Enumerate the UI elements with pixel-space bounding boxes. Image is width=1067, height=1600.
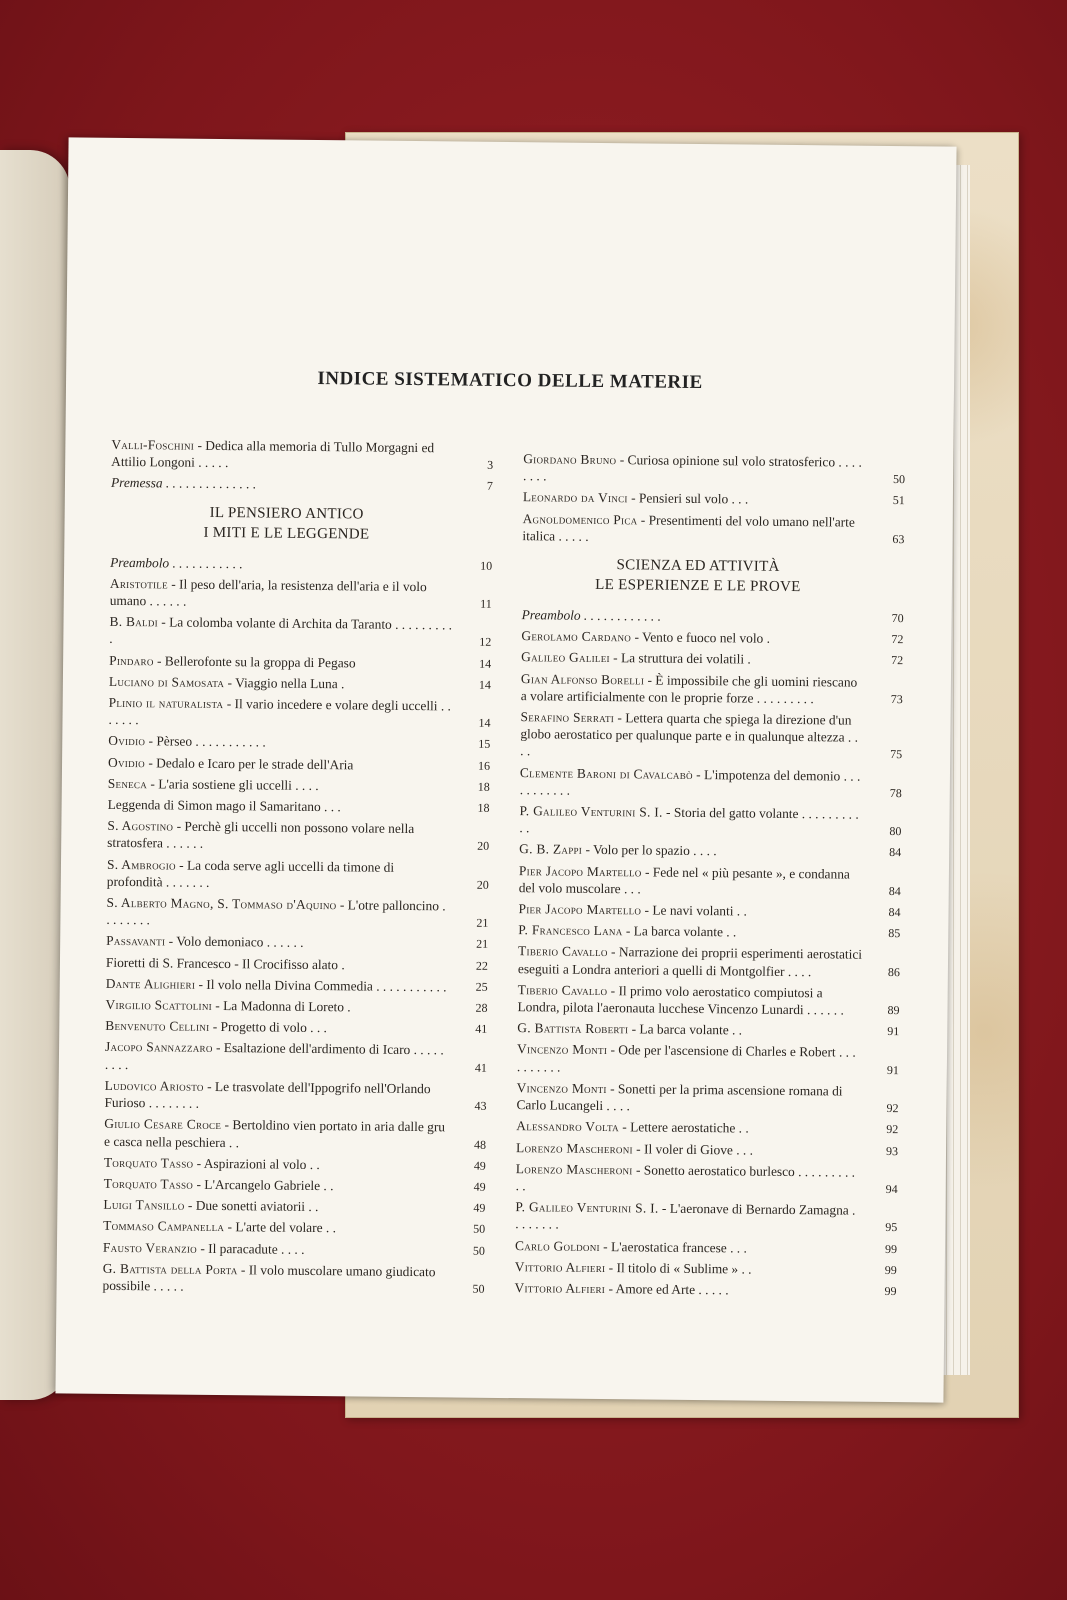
entry-page-number: 22 (475, 958, 489, 973)
entry-text (108, 796, 452, 817)
index-entry (109, 651, 491, 672)
index-entry (109, 673, 491, 694)
entry-author: Torquato Tasso (103, 1175, 194, 1192)
entry-author: Leonardo da Vinci (522, 489, 628, 506)
left-heading-line-1: IL PENSIERO ANTICO (209, 504, 364, 523)
index-entry (103, 1238, 485, 1259)
entry-title: - È impossibile che gli uomini riescano a volare artificialmente con le proprie forze . . . . . . . . . (520, 672, 858, 707)
entry-author: Giulio Cesare Croce (104, 1116, 222, 1133)
entry-title: - Narrazione dei proprii esperimenti aerostatici eseguiti a Londra anteriori a quelli di Montgolfier . . . . (517, 944, 863, 979)
entry-text (104, 1154, 448, 1175)
entry-page-number: 7 (486, 479, 494, 494)
entry-page-number: 99 (884, 1262, 897, 1277)
entry-title: - Aspirazioni al volo . . (193, 1155, 320, 1172)
entry-title: - Storia del gatto volante . . . . . . . . . . . (519, 804, 859, 836)
entry-text (519, 841, 863, 862)
index-entry (523, 489, 905, 510)
index-entry (519, 841, 901, 862)
entry-page-number: 43 (474, 1098, 487, 1113)
entry-author: Ovidio (108, 733, 146, 749)
index-entry (515, 1198, 897, 1236)
entry-page-number: 48 (474, 1137, 487, 1152)
entry-text (108, 694, 452, 732)
entry-text (523, 450, 867, 488)
entry-text (108, 732, 452, 753)
entry-text (110, 553, 454, 574)
entry-author: Alessandro Volta (516, 1118, 620, 1135)
entry-title: - Le navi volanti . . (641, 902, 747, 919)
page-title: INDICE SISTEMATICO DELLE MATERIE (317, 368, 703, 394)
entry-page-number: 72 (891, 653, 904, 668)
entry-title: - La coda serve agli uccelli da timone di profondità . . . . . . . (106, 857, 395, 890)
entry-author: Vittorio Alfieri (514, 1258, 606, 1275)
index-entry (517, 1019, 899, 1040)
entry-page-number: 50 (892, 472, 906, 487)
entry-page-number: 28 (475, 1000, 488, 1015)
index-entry (105, 1017, 487, 1038)
entry-text (520, 764, 864, 802)
entry-text (515, 1258, 859, 1279)
entry-title: Preambolo . . . . . . . . . . . (110, 554, 243, 571)
entry-text (106, 975, 450, 996)
index-entry (523, 450, 905, 488)
entry-text (106, 894, 450, 932)
entry-author: Lorenzo Mascheroni (515, 1160, 633, 1178)
entry-page-number: 72 (891, 632, 904, 647)
index-entry (106, 894, 488, 932)
index-entry (522, 606, 904, 627)
entry-author: Tiberio Cavallo (517, 982, 608, 998)
entry-text (517, 981, 861, 1019)
left-intro-list (111, 436, 494, 496)
index-entry (108, 694, 490, 732)
left-section-heading (110, 501, 492, 545)
entry-author: S. Alberto Magno, S. Tommaso d'Aquino (106, 894, 337, 913)
entry-title: - Ode per l'ascensione di Charles e Robert . . . . . . . . . . (516, 1042, 856, 1075)
entry-text (518, 900, 862, 921)
entry-page-number: 95 (885, 1220, 898, 1235)
index-entry (108, 753, 490, 774)
entry-page-number: 41 (475, 1021, 488, 1037)
index-entry (111, 474, 493, 495)
entry-text (517, 1019, 861, 1040)
entry-text (111, 436, 455, 474)
entry-title: - Amore ed Arte . . . . . (605, 1280, 729, 1298)
entry-text (106, 953, 450, 974)
entry-text (519, 862, 863, 900)
left-heading-line-2: I MITI E LE LEGGENDE (203, 524, 370, 543)
entry-text (521, 627, 865, 648)
index-entry (516, 1117, 898, 1138)
entry-page-number: 20 (477, 839, 490, 854)
entry-author: Vittorio Alfieri (514, 1280, 606, 1296)
entry-text (515, 1198, 859, 1236)
entry-title: - Vento e fuoco nel volo . (631, 629, 771, 646)
entry-page-number: 99 (884, 1283, 897, 1299)
entry-page-number: 73 (890, 691, 903, 706)
entry-text (111, 474, 455, 495)
entry-page-number: 16 (477, 758, 491, 773)
entry-page-number: 93 (885, 1143, 899, 1158)
entry-author: Luciano di Samosata (108, 673, 225, 690)
left-entry-list (102, 553, 492, 1297)
entry-text (105, 1017, 449, 1038)
entry-text (522, 510, 866, 548)
entry-title: - La colomba volante di Archita da Taranto . . . . . . . . . . (109, 614, 453, 647)
index-entry (103, 1217, 485, 1238)
right-entry-list (514, 606, 903, 1300)
entry-title: - La Madonna di Loreto . (211, 998, 351, 1015)
entry-author: Valli-Foschini (111, 436, 195, 453)
entry-title: - Fede nel « più pesante », e condanna del volo muscolare . . . (518, 864, 850, 897)
right-section-heading (522, 554, 904, 598)
entry-author: S. Ambrogio (106, 856, 176, 873)
entry-text (104, 1115, 448, 1153)
entry-title: - L'aerostatica francese . . . (599, 1238, 747, 1256)
entry-text (518, 921, 862, 942)
index-entry (521, 649, 903, 670)
entry-title: - Il titolo di « Sublime » . . (605, 1259, 752, 1277)
entry-page-number: 84 (888, 883, 901, 898)
index-entry (106, 953, 488, 974)
index-entry (518, 900, 900, 921)
entry-title: - Pensieri sul volo . . . (627, 490, 749, 507)
entry-page-number: 12 (479, 635, 492, 650)
entry-author: P. Galileo Venturini S. I. (515, 1199, 659, 1216)
entry-page-number: 92 (886, 1122, 899, 1137)
index-entry (514, 1279, 896, 1300)
entry-author: Seneca (107, 775, 148, 792)
entry-title: - Progetto di volo . . . (209, 1019, 328, 1036)
entry-text (519, 802, 863, 840)
entry-title: - Curiosa opinione sul volo stratosferico . . . . . . . . (523, 452, 862, 484)
index-entry (108, 775, 490, 796)
entry-author: Vincenzo Monti (516, 1080, 607, 1096)
entry-title: - Il volo nella Divina Commedia . . . . . . . . . . . (195, 976, 447, 995)
entry-author: P. Francesco Lana (518, 922, 623, 939)
entry-author: Luigi Tansillo (103, 1196, 185, 1213)
entry-author: Ovidio (107, 754, 146, 770)
entry-title: Preambolo . . . . . . . . . . . . (521, 607, 662, 624)
index-entry (105, 1038, 487, 1076)
entry-page-number: 11 (480, 596, 492, 611)
entry-author: Vincenzo Monti (516, 1041, 608, 1058)
entry-text (521, 670, 865, 708)
entry-author: Gerolamo Cardano (521, 628, 632, 645)
entry-page-number: 80 (889, 824, 902, 839)
entry-title: - La barca volante . . (622, 923, 737, 940)
entry-author: Galileo Galilei (521, 649, 610, 666)
entry-author: Ludovico Ariosto (104, 1077, 204, 1094)
entry-page-number: 84 (889, 845, 902, 860)
entry-page-number: 70 (891, 611, 904, 626)
entry-page-number: 89 (887, 1003, 900, 1018)
index-entry (519, 862, 901, 900)
index-entry (516, 1160, 898, 1198)
index-entry (519, 802, 901, 840)
right-heading-line-2: LE ESPERIENZE E LE PROVE (595, 576, 801, 596)
entry-page-number: 86 (887, 964, 900, 979)
index-entry (104, 1175, 486, 1196)
entry-title: - Pèrseo . . . . . . . . . . . (145, 733, 266, 750)
entry-author: Fausto Veranzio (102, 1239, 198, 1256)
entry-page-number: 78 (889, 785, 902, 800)
entry-title: - Lettere aerostatiche . . (618, 1119, 749, 1136)
entry-author: G. B. Zappi (519, 841, 583, 858)
entry-text (104, 1175, 448, 1196)
entry-author: Pier Jacopo Martello (518, 901, 642, 918)
entry-text (108, 753, 452, 774)
entry-author: Giordano Bruno (523, 451, 617, 468)
index-entry (102, 1260, 484, 1298)
entry-title: - Dedica alla memoria di Tullo Morgagni ed Attilio Longoni . . . . . (111, 437, 435, 471)
entry-page-number: 75 (890, 747, 903, 762)
entry-author: Tiberio Cavallo (518, 943, 608, 960)
entry-author: Clemente Baroni di Cavalcabò (519, 764, 693, 782)
entry-title: Premessa . . . . . . . . . . . . . . (110, 475, 257, 492)
entry-page-number: 49 (473, 1179, 486, 1194)
entry-author: Carlo Goldoni (514, 1237, 600, 1254)
entry-title: Fioretti di S. Francesco - Il Crocifisso alato . (105, 954, 345, 972)
entry-author: B. Baldi (109, 614, 159, 630)
entry-title: - Le trasvolate dell'Ippogrifo nell'Orlando Furioso . . . . . . . . (104, 1078, 431, 1111)
entry-text (109, 673, 453, 694)
entry-page-number: 63 (892, 531, 905, 546)
entry-title: - Il peso dell'aria, la resistenza dell'aria e il volo umano . . . . . . (109, 576, 427, 609)
index-entry (521, 627, 903, 648)
index-entry (515, 1237, 897, 1258)
entry-author: S. Agostino (107, 818, 174, 834)
entry-title: - Sonetto aerostatico burlesco . . . . . . . . . . . (515, 1162, 856, 1194)
entry-page-number: 92 (886, 1101, 899, 1116)
entry-author: G. Battista della Porta (102, 1260, 238, 1277)
entry-page-number: 20 (476, 877, 489, 892)
right-column (514, 450, 905, 1304)
entry-text (516, 1160, 860, 1198)
index-entry (105, 996, 487, 1017)
entry-author: Virgilio Scattolini (105, 996, 213, 1014)
entry-title: Leggenda di Simon mago il Samaritano . . . (107, 796, 341, 815)
index-entry (106, 932, 488, 953)
entry-title: - La struttura dei volatili . (609, 650, 751, 667)
entry-author: Gian Alfonso Borelli (520, 670, 645, 688)
entry-author: Benvenuto Cellini (105, 1018, 210, 1035)
entry-page-number: 50 (472, 1281, 485, 1296)
entry-title: - Volo demoniaco . . . . . . (165, 933, 304, 951)
entry-text (103, 1238, 447, 1259)
entry-author: Lorenzo Mascheroni (515, 1139, 633, 1156)
entry-title: - L'aria sostiene gli uccelli . . . . (147, 776, 319, 793)
entry-text (516, 1117, 860, 1138)
entry-title: - Bertoldino vien portato in aria dalle gru e casca nella peschiera . . (104, 1117, 446, 1150)
index-entry (107, 817, 489, 855)
entry-author: Passavanti (106, 933, 166, 949)
entry-page-number: 10 (480, 558, 493, 573)
entry-page-number: 49 (473, 1158, 486, 1173)
index-entry (518, 943, 900, 981)
entry-page-number: 41 (474, 1060, 487, 1075)
entry-title: - Il volo muscolare umano giudicato possibile . . . . . (102, 1261, 436, 1294)
entry-title: - Il voler di Giove . . . (632, 1140, 754, 1158)
index-entry (109, 613, 491, 651)
index-entry (110, 575, 492, 613)
entry-title: - Presentimenti del volo umano nell'arte italica . . . . . (522, 511, 855, 544)
entry-title: - L'arte del volare . . (224, 1219, 337, 1236)
index-entry (515, 1258, 897, 1279)
entry-text (105, 996, 449, 1017)
index-entry (518, 921, 900, 942)
entry-text (523, 489, 867, 510)
entry-author: G. Battista Roberti (517, 1020, 629, 1037)
entry-text (109, 651, 453, 672)
entry-author: Torquato Tasso (103, 1154, 194, 1171)
index-entry (104, 1115, 486, 1153)
entry-author: Plinio il naturalista (108, 694, 224, 712)
entry-text (102, 1260, 446, 1298)
index-entry (517, 981, 899, 1019)
right-heading-line-1: SCIENZA ED ATTIVITÀ (616, 557, 780, 575)
entry-text (107, 817, 451, 855)
index-entry (111, 436, 493, 474)
left-column (102, 436, 493, 1302)
entry-page-number: 50 (472, 1243, 486, 1258)
entry-text (514, 1279, 858, 1300)
index-page (55, 137, 956, 1402)
entry-author: Tommaso Campanella (103, 1218, 225, 1235)
entry-page-number: 84 (888, 905, 901, 920)
index-entry (521, 670, 903, 708)
entry-author: Pindaro (109, 652, 154, 668)
entry-author: Aristotile (109, 575, 169, 592)
index-entry (516, 1139, 898, 1160)
entry-text (103, 1196, 447, 1217)
index-entry (517, 1041, 899, 1079)
entry-author: Dante Alighieri (105, 975, 196, 992)
entry-text (108, 775, 452, 796)
index-entry (106, 975, 488, 996)
entry-author: Pier Jacopo Martello (518, 862, 642, 880)
entry-title: - Perchè gli uccelli non possono volare nella stratosfera . . . . . . (107, 818, 415, 852)
entry-page-number: 51 (892, 493, 905, 508)
entry-author: Jacopo Sannazzaro (105, 1039, 213, 1056)
entry-title: - Viaggio nella Luna . (224, 674, 345, 692)
entry-text (103, 1217, 447, 1238)
entry-title: - L'Arcangelo Gabriele . . (193, 1176, 334, 1194)
entry-title: - Il paracadute . . . . (196, 1240, 305, 1257)
entry-page-number: 14 (478, 677, 491, 692)
entry-text (107, 855, 451, 893)
right-intro-list (522, 450, 905, 548)
entry-text (104, 1077, 448, 1115)
entry-title: - Due sonetti aviatorii . . (184, 1197, 319, 1215)
entry-title: - L'otre palloncino . . . . . . . . (106, 897, 446, 928)
entry-page-number: 15 (478, 737, 491, 752)
entry-title: - Sonetti per la prima ascensione romana di Carlo Lucangeli . . . . (516, 1080, 843, 1114)
entry-text (520, 708, 865, 763)
index-entry (107, 855, 489, 893)
index-entry (520, 764, 902, 802)
entry-page-number: 18 (477, 779, 490, 794)
index-entry (110, 553, 492, 574)
entry-text (106, 932, 450, 953)
entry-text (521, 649, 865, 670)
entry-title: - Lettera quarta che spiega la direzione d'un globo aerostatico per qualunque parte e in qualunque altezza . . . . (520, 710, 859, 759)
index-entry (103, 1196, 485, 1217)
entry-text (518, 943, 862, 981)
entry-page-number: 18 (477, 800, 490, 815)
entry-text (516, 1139, 860, 1160)
entry-author: Agnoldomenico Pica (522, 510, 638, 527)
entry-page-number: 21 (476, 915, 489, 931)
index-entry (108, 732, 490, 753)
entry-author: P. Galileo Venturini S. I. (519, 803, 663, 820)
entry-page-number: 85 (888, 926, 901, 941)
entry-text (517, 1041, 861, 1079)
index-entry (516, 1079, 898, 1117)
entry-page-number: 91 (887, 1024, 900, 1039)
entry-title: - Il vario incedere e volare degli uccelli . . . . . . . (108, 696, 451, 728)
entry-title: - Esaltazione dell'ardimento di Icaro . . . . . . . . . (104, 1040, 444, 1072)
index-entry (104, 1077, 486, 1115)
index-entry (520, 708, 903, 764)
entry-text (522, 606, 866, 627)
entry-title: - L'impotenza del demonio . . . . . . . . . . . (519, 766, 861, 798)
entry-title: - L'aeronave di Bernardo Zamagna . . . . . . . . (515, 1200, 856, 1232)
entry-page-number: 50 (473, 1221, 486, 1237)
entry-text (516, 1079, 860, 1117)
entry-text (105, 1038, 449, 1076)
entry-title: - Volo per lo spazio . . . . (582, 842, 717, 859)
entry-page-number: 25 (475, 979, 488, 994)
entry-page-number: 14 (478, 715, 491, 731)
entry-page-number: 94 (885, 1181, 898, 1197)
entry-title: - Bellerofonte su la groppa di Pegaso (153, 652, 356, 671)
entry-title: - La barca volante . . (628, 1021, 743, 1038)
entry-page-number: 91 (886, 1062, 899, 1077)
entry-title: - Il primo volo aerostatico compiutosi a Londra, pilota l'aeronauta lucchese Vincenzo Lunardi . . . . . . (517, 982, 844, 1018)
index-entry (108, 796, 490, 817)
index-entry (522, 510, 904, 548)
index-entry (104, 1154, 486, 1175)
entry-text (110, 575, 454, 613)
entry-page-number: 49 (473, 1200, 486, 1215)
entry-page-number: 14 (479, 656, 492, 671)
entry-text (109, 613, 453, 651)
entry-text (515, 1237, 859, 1258)
entry-page-number: 21 (476, 937, 489, 952)
entry-title: - Dedalo e Icaro per le strade dell'Aria (144, 754, 354, 773)
entry-author: Serafino Serrati (520, 709, 615, 726)
entry-page-number: 99 (884, 1241, 898, 1256)
entry-page-number: 3 (487, 457, 494, 473)
